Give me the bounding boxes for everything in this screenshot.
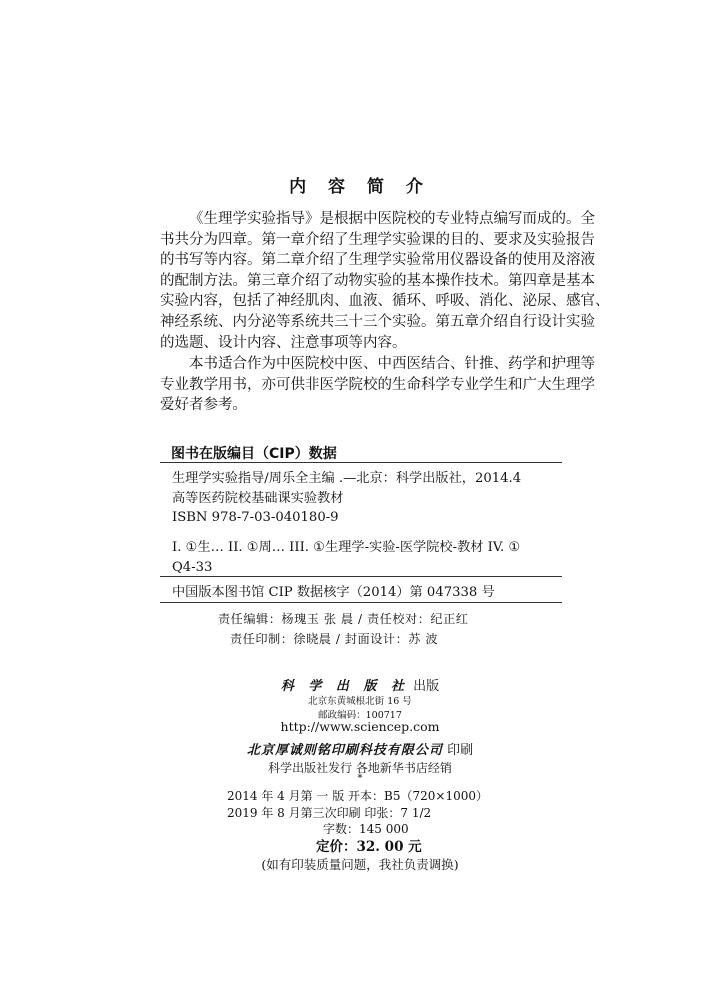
intro-line: 的选题、设计内容、注意事项等内容。 — [160, 334, 407, 351]
publisher-address: 北京东黄城根北街 16 号 — [308, 696, 412, 707]
printer-name: 北京厚诚则铭印刷科技有限公司 — [246, 743, 443, 758]
intro-line: 《生理学实验指导》是根据中医院校的专业特点编写而成的。全 — [189, 211, 595, 227]
intro-paragraph-2 — [160, 354, 595, 416]
page-title: 内 容 简 介 — [289, 177, 431, 197]
cip-line: ISBN 978-7-03-040180-9 — [172, 510, 339, 525]
publisher-url: http://www.sciencep.com — [280, 719, 440, 734]
production-credits: 责任印制：徐晓晨 / 封面设计：苏 波 — [230, 632, 439, 646]
publisher-suffix: 出版 — [413, 679, 440, 694]
intro-paragraph-1 — [160, 209, 610, 353]
intro-line: 神经系统、内分泌等系统共三十三个实验。第五章介绍自行设计实验 — [160, 313, 595, 330]
printing-line: 2019 年 8 月第三次印刷 印张：7 1/2 — [227, 806, 432, 820]
cip-class-line: Q4-33 — [172, 559, 213, 575]
editor-credits: 责任编辑：杨瑰玉 张 晨 / 责任校对：纪正红 — [218, 612, 469, 626]
intro-line: 爱好者参考。 — [160, 397, 247, 414]
cip-line: 高等医药院校基础课实验教材 — [172, 490, 344, 506]
cip-middle-rule — [160, 576, 562, 577]
cip-line: 生理学实验指导/周乐全主编 .—北京：科学出版社，2014.4 — [172, 471, 522, 486]
cip-class-line: I. ①生… II. ①周… III. ①生理学-实验-医学院校-教材 IV. ① — [172, 540, 521, 555]
cip-bottom-rule — [160, 602, 562, 603]
intro-line: 的书写等内容。第二章介绍了生理学实验常用仪器设备的使用及溶液 — [160, 252, 595, 269]
intro-line: 专业教学用书，亦可供非医学院校的生命科学专业学生和广大生理学 — [160, 376, 595, 393]
word-count: 字数：145 000 — [323, 822, 409, 836]
cip-top-rule — [160, 462, 562, 463]
cip-record-number: 中国版本图书馆 CIP 数据核字（2014）第 047338 号 — [172, 585, 495, 600]
publisher-line — [0, 675, 720, 694]
intro-line: 实验内容，包括了神经肌肉、血液、循环、呼吸、消化、泌尿、感官、 — [160, 293, 610, 310]
printer-line — [0, 739, 720, 758]
intro-line: 的配制方法。第三章介绍了动物实验的基本操作技术。第四章是基本 — [160, 272, 595, 289]
publisher-postcode: 邮政编码：100717 — [318, 710, 402, 721]
price: 定价：32. 00 元 — [316, 839, 422, 855]
cip-record — [172, 469, 562, 528]
intro-line: 本书适合作为中医院校中医、中西医结合、针推、药学和护理等 — [189, 356, 595, 372]
cip-classification — [172, 538, 562, 577]
publisher-logo-text: 科 学 出 版 社 — [280, 679, 409, 694]
intro-line: 书共分为四章。第一章介绍了生理学实验课的目的、要求及实验报告 — [160, 231, 595, 248]
cip-heading: 图书在版编目（CIP）数据 — [171, 446, 337, 462]
edition-line: 2014 年 4 月第 一 版 开本：B5（720×1000） — [227, 789, 489, 803]
separator-star: * — [357, 773, 363, 784]
quality-note: (如有印装质量问题，我社负责调换) — [261, 857, 459, 872]
distribution-line: 科学出版社发行 各地新华书店经销 — [268, 761, 452, 775]
printer-suffix: 印刷 — [447, 743, 474, 758]
